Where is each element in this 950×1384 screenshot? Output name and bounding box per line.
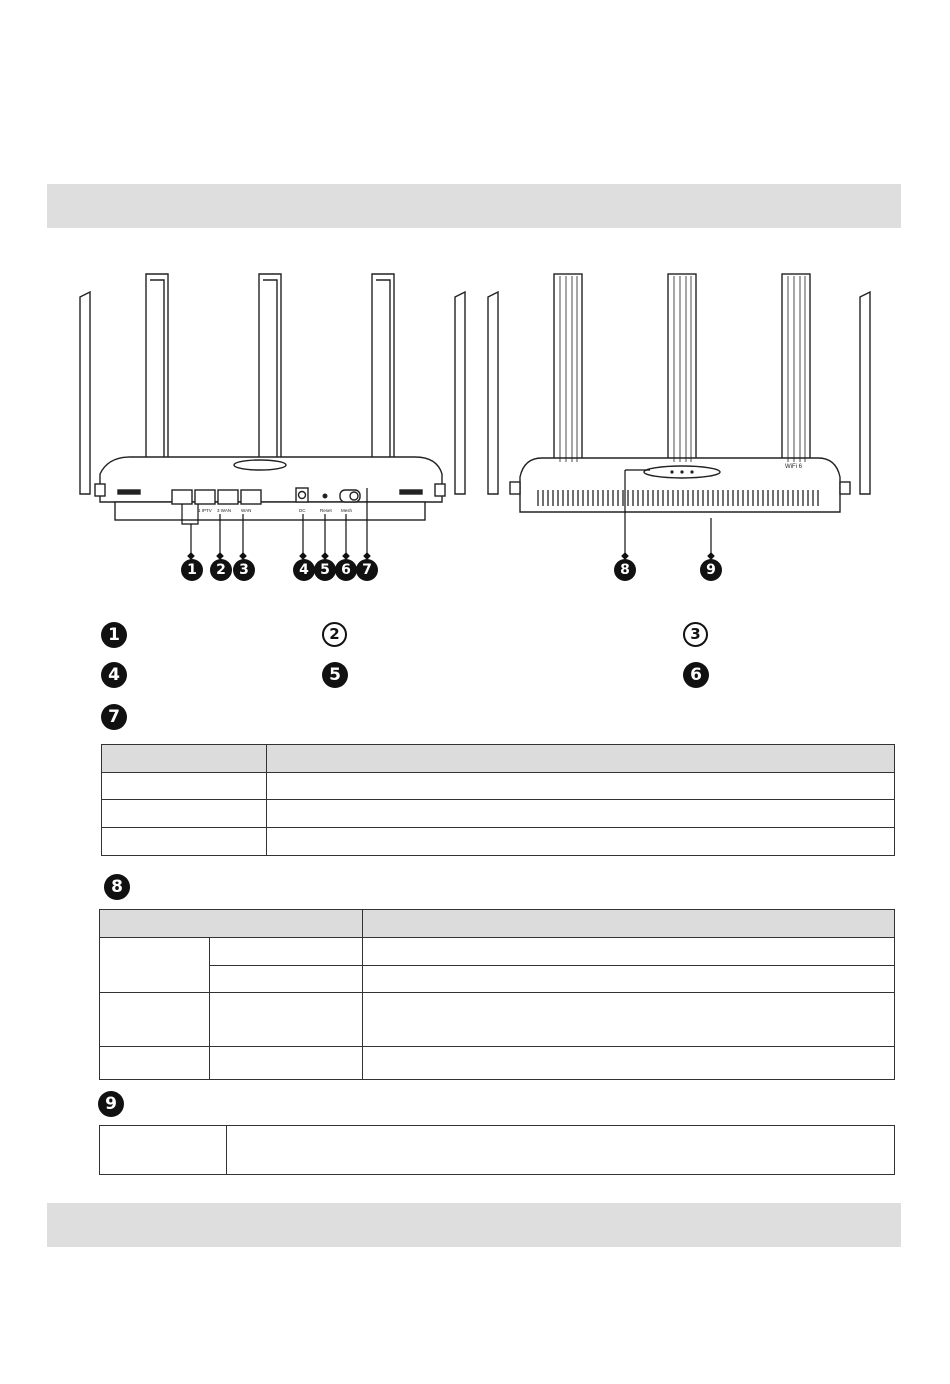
table-cell — [102, 800, 267, 828]
callout-3: 3 — [233, 559, 255, 581]
callout-2: 2 — [210, 559, 232, 581]
callout-6: 6 — [335, 559, 357, 581]
table-row — [102, 773, 895, 800]
table-cell — [210, 938, 363, 966]
legend-callout-7: 7 — [101, 704, 127, 730]
section-9-callout: 9 — [98, 1091, 124, 1117]
label-wan-port: WAN — [241, 508, 252, 513]
wifi6-badge: WiFi 6 — [785, 464, 802, 470]
label-mesh: Mesh — [341, 508, 353, 513]
table-row — [102, 828, 895, 856]
table-cell — [100, 993, 210, 1047]
table-row — [100, 938, 895, 966]
table-cell — [210, 993, 363, 1047]
table-header-row — [100, 910, 895, 938]
table-cell — [100, 1126, 227, 1175]
table-row — [100, 993, 895, 1047]
table-cell — [210, 966, 363, 993]
table-header-cell — [363, 910, 895, 938]
table-cell — [210, 1047, 363, 1080]
table-cell — [100, 938, 210, 993]
table-row — [100, 1047, 895, 1080]
table-cell — [267, 800, 895, 828]
callout-9: 9 — [700, 559, 722, 581]
table-cell — [363, 938, 895, 966]
table-header-cell — [100, 910, 363, 938]
table-cell — [102, 828, 267, 856]
callout-4: 4 — [293, 559, 315, 581]
legend-callout-4: 4 — [101, 662, 127, 688]
callout-7: 7 — [356, 559, 378, 581]
label-lan3-port: 3 WAN — [217, 508, 232, 513]
label-reset: Reset — [320, 508, 332, 513]
table-cell — [227, 1126, 895, 1175]
label-iptv-port: 1 IPTV — [198, 508, 212, 513]
table-cell — [102, 773, 267, 800]
section-header-band — [47, 1203, 901, 1247]
vent-table — [99, 1125, 895, 1175]
section-8-callout: 8 — [104, 874, 130, 900]
callout-5: 5 — [314, 559, 336, 581]
table-header-cell — [102, 745, 267, 773]
indicator-table — [99, 909, 895, 1080]
router-rear-view-illustration — [70, 262, 475, 582]
mesh-button-table — [101, 744, 895, 856]
callout-1: 1 — [181, 559, 203, 581]
table-row — [100, 1126, 895, 1175]
router-front-view-illustration — [480, 262, 880, 582]
table-header-row — [102, 745, 895, 773]
legend-callout-5: 5 — [322, 662, 348, 688]
callout-8: 8 — [614, 559, 636, 581]
legend-callout-1: 1 — [101, 622, 127, 648]
table-cell — [363, 966, 895, 993]
table-row — [100, 966, 895, 993]
section-header-band — [47, 184, 901, 228]
table-header-cell — [267, 745, 895, 773]
table-cell — [100, 1047, 210, 1080]
table-cell — [267, 828, 895, 856]
table-cell — [363, 993, 895, 1047]
table-cell — [363, 1047, 895, 1080]
label-dc-port: DC — [299, 508, 306, 513]
table-row — [102, 800, 895, 828]
legend-callout-3: 3 — [683, 622, 708, 647]
legend-callout-6: 6 — [683, 662, 709, 688]
table-cell — [267, 773, 895, 800]
legend-callout-2: 2 — [322, 622, 347, 647]
